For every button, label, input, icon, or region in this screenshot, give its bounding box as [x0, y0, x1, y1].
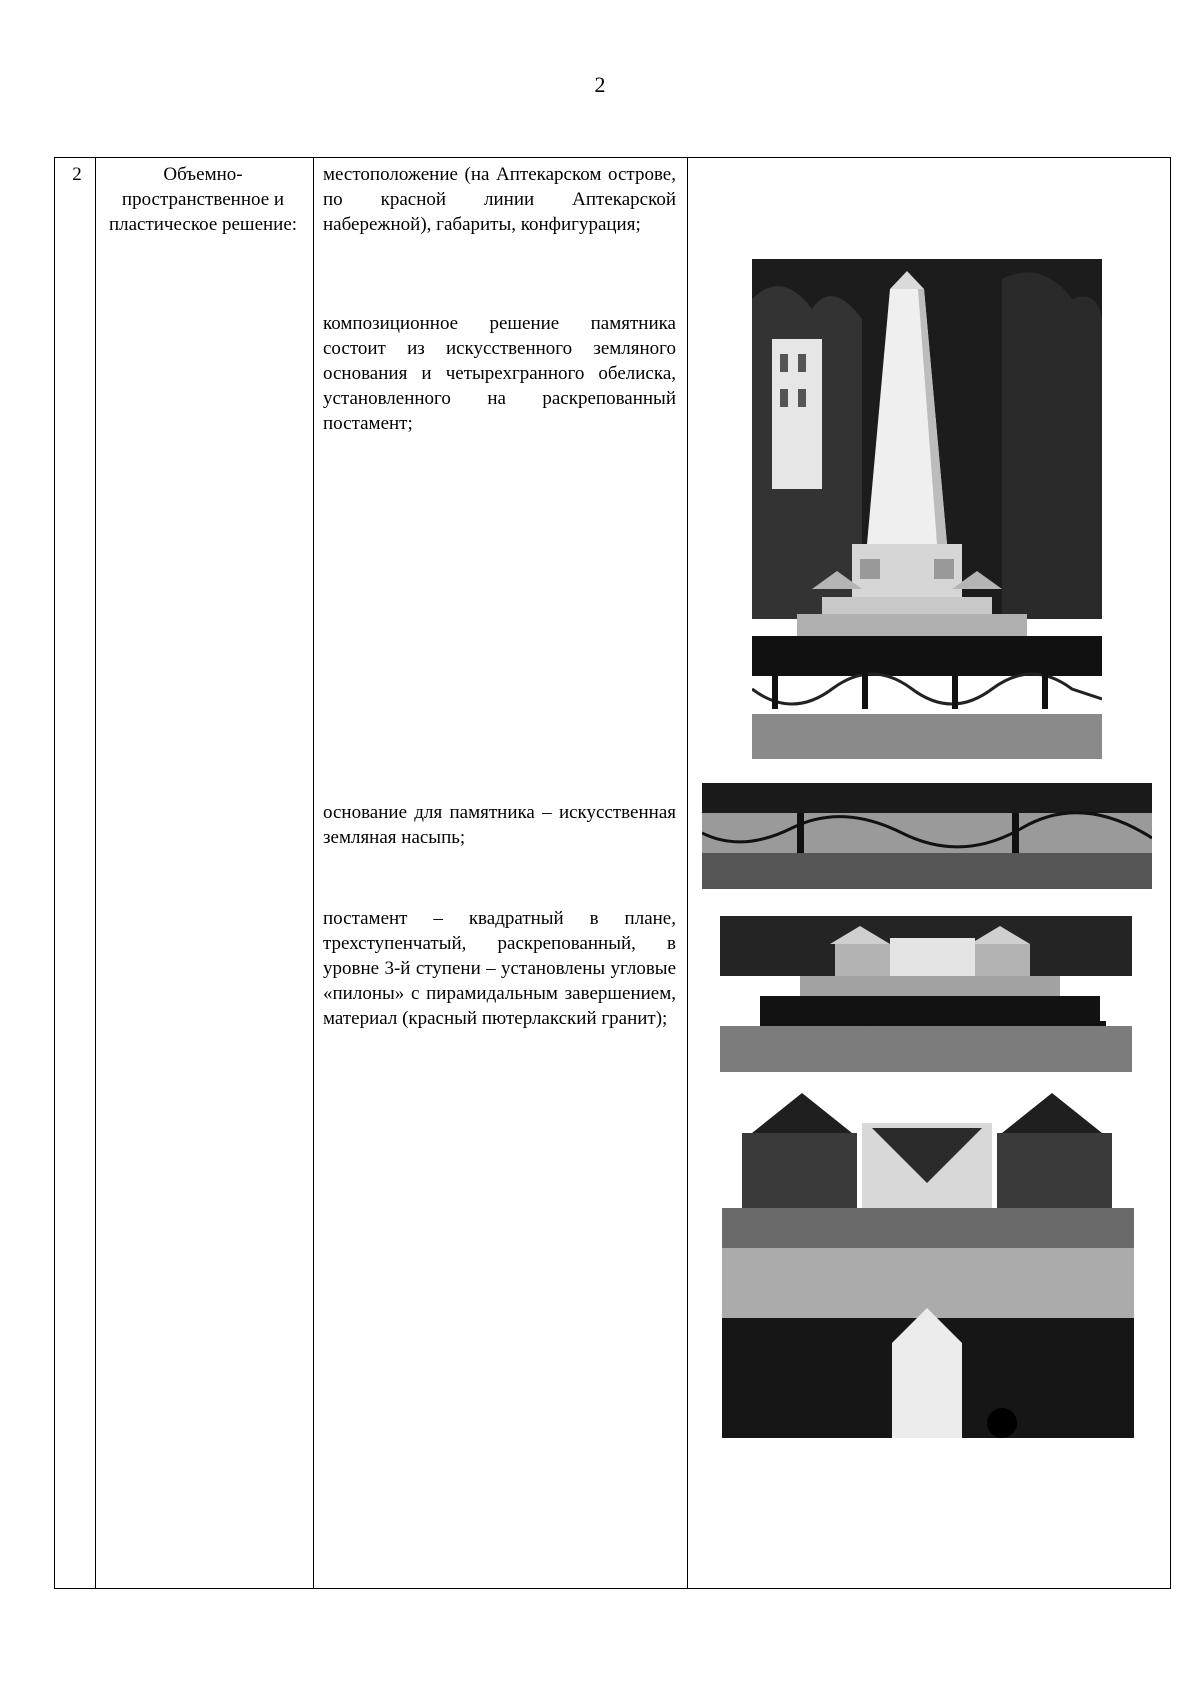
row-title: Объемно-пространственное и пластическое решение: — [108, 164, 298, 235]
row-number: 2 — [72, 164, 82, 185]
paragraph-composition: композиционное решение памятника состоит из искусственного земляного основания и четырехгранного обелиска, установленного на раскрепованный постамент; — [323, 313, 676, 434]
pedestal-closeup-photo — [722, 1093, 1134, 1438]
pedestal-photo — [720, 916, 1132, 1072]
column-divider — [687, 158, 688, 1588]
column-divider — [313, 158, 314, 1588]
obelisk-photo — [752, 259, 1102, 759]
monument-table — [54, 157, 1171, 1589]
paragraph-location: местоположение (на Аптекарском острове, по красной линии Аптекарской набережной), габариты, конфигурация; — [323, 164, 676, 235]
paragraph-pedestal: постамент – квадратный в плане, трехступенчатый, раскрепованный, в уровне 3-й ступени – установлены угловые «пилоны» с пирамидальным завершением, материал (красный пютерлакский гранит); — [323, 908, 676, 1029]
embankment-photo — [702, 783, 1152, 889]
column-divider — [95, 158, 96, 1588]
paragraph-base: основание для памятника – искусственная земляная насыпь; — [323, 802, 676, 848]
page-number: 2 — [594, 72, 606, 97]
